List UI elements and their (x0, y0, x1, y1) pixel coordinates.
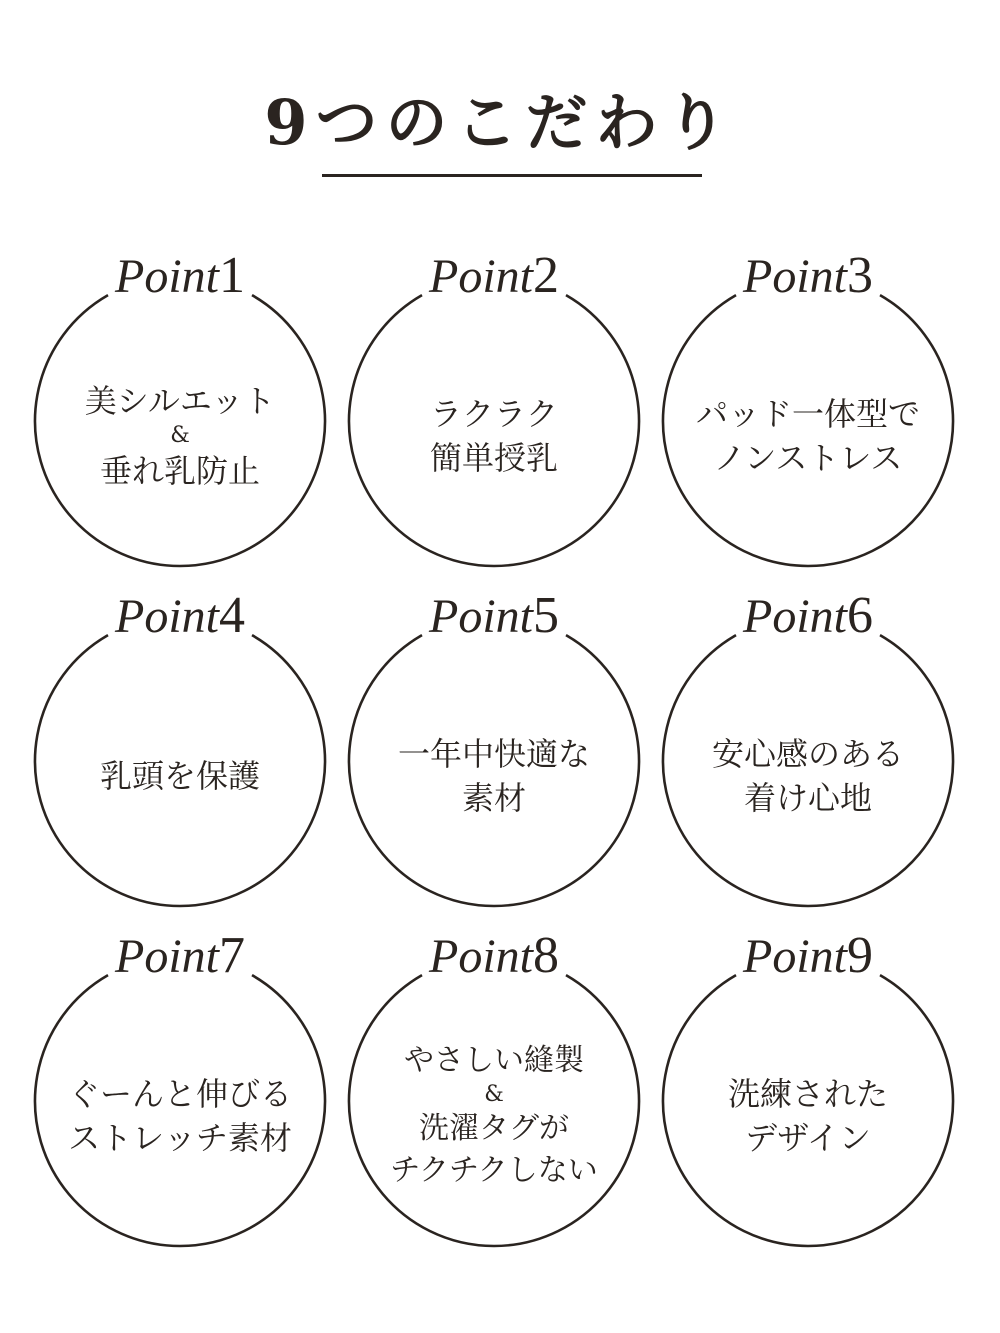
point-description (374, 1006, 614, 1226)
point-label-word: Point (115, 590, 219, 643)
point-label-word: Point (115, 930, 219, 983)
ampersand: & (484, 1082, 504, 1107)
point-label (32, 588, 328, 645)
point-description (60, 326, 300, 546)
description-line: やさしい縫製 (404, 1043, 584, 1078)
point-label (32, 928, 328, 985)
point-label (660, 248, 956, 305)
point-card-5 (346, 588, 642, 928)
description-line: パッド一体型で (695, 395, 920, 433)
description-line: ラクラク (429, 395, 558, 433)
point-label (346, 588, 642, 645)
point-label (32, 248, 328, 305)
point-description (374, 666, 614, 886)
description-line: 美シルエット (84, 382, 276, 420)
point-card-3 (660, 248, 956, 588)
point-description (60, 1006, 300, 1226)
point-label-number: 9 (847, 927, 873, 984)
description-line: 一年中快適な (397, 735, 590, 773)
point-label-number: 1 (219, 247, 245, 304)
description-line: 簡単授乳 (429, 439, 558, 477)
point-label-number: 8 (533, 927, 559, 984)
point-label-word: Point (743, 250, 847, 303)
description-line: 安心感のある (711, 735, 904, 773)
point-label (346, 248, 642, 305)
description-line: 乳頭を保護 (99, 757, 260, 795)
point-description (374, 326, 614, 546)
description-line: 垂れ乳防止 (99, 452, 260, 490)
point-label-number: 4 (219, 587, 245, 644)
point-label-word: Point (743, 930, 847, 983)
description-line: ノンストレス (713, 439, 903, 477)
point-card-8 (346, 928, 642, 1268)
point-label (660, 928, 956, 985)
point-label-number: 3 (847, 247, 873, 304)
point-card-7 (32, 928, 328, 1268)
description-line: ストレッチ素材 (68, 1119, 292, 1157)
point-label (660, 588, 956, 645)
point-card-2 (346, 248, 642, 588)
description-line: 洗濯タグが (419, 1111, 569, 1146)
point-label-word: Point (115, 250, 219, 303)
heading-underline (322, 174, 702, 177)
point-description (60, 666, 300, 886)
point-label-number: 5 (533, 587, 559, 644)
point-description (688, 1006, 928, 1226)
point-description (688, 666, 928, 886)
point-label-word: Point (743, 590, 847, 643)
description-line: 着け心地 (743, 779, 872, 817)
ampersand: & (170, 423, 190, 448)
point-label-word: Point (429, 250, 533, 303)
point-label-word: Point (429, 930, 533, 983)
description-line: チクチクしない (390, 1153, 598, 1188)
description-line: ぐーんと伸びる (67, 1075, 292, 1113)
point-description (688, 326, 928, 546)
point-label (346, 928, 642, 985)
point-card-1 (32, 248, 328, 588)
description-line: 洗練された (727, 1075, 888, 1113)
point-label-number: 2 (533, 247, 559, 304)
point-card-4 (32, 588, 328, 928)
point-card-9 (660, 928, 956, 1268)
point-card-6 (660, 588, 956, 928)
page-heading: 9つのこだわり (264, 86, 736, 159)
point-label-number: 6 (847, 587, 873, 644)
description-line: デザイン (745, 1119, 871, 1157)
description-line: 素材 (461, 779, 526, 817)
point-label-word: Point (429, 590, 533, 643)
point-label-number: 7 (219, 927, 245, 984)
